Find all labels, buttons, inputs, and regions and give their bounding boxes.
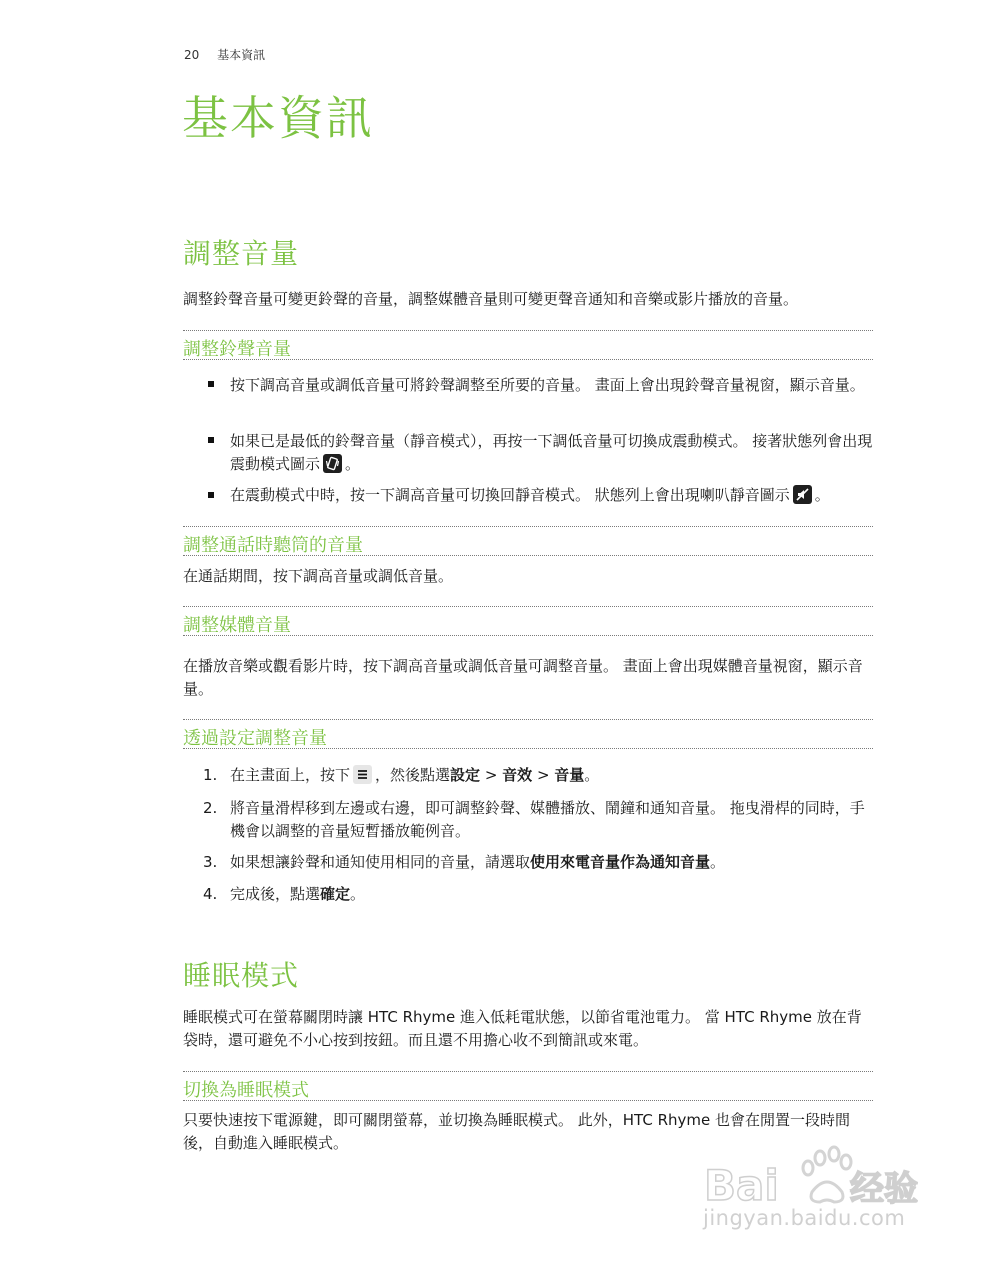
section-heading-sleep: 睡眠模式 bbox=[183, 959, 300, 992]
divider bbox=[183, 359, 873, 360]
step-text: 。 bbox=[584, 766, 600, 784]
menu-key-icon bbox=[353, 765, 372, 784]
subheading-media: 調整媒體音量 bbox=[183, 615, 291, 636]
volume-intro: 調整鈴聲音量可變更鈴聲的音量，調整媒體音量則可變更聲音通知和音樂或影片播放的音量。 bbox=[183, 290, 799, 308]
running-header-section: 基本資訊 bbox=[217, 48, 266, 62]
step-bold: 使用來電音量作為通知音量 bbox=[530, 853, 711, 871]
step-text: 如果想讓鈴聲和通知使用相同的音量，請選取 bbox=[230, 853, 531, 871]
step-separator: > bbox=[480, 766, 503, 784]
step-text: 在主畫面上，按下 bbox=[230, 766, 351, 784]
vibrate-mode-icon bbox=[323, 454, 342, 473]
divider bbox=[183, 719, 873, 720]
subheading-ringer: 調整鈴聲音量 bbox=[183, 339, 291, 360]
step-item: 將音量滑桿移到左邊或右邊，即可調整鈴聲、媒體播放、鬧鐘和通知音量。 拖曳滑桿的同時，手機會以調整的音量短暫播放範例音。 bbox=[230, 799, 865, 840]
step-text: ，然後點選 bbox=[375, 766, 451, 784]
step-bold: 設定 bbox=[450, 766, 481, 784]
bullet-marker bbox=[208, 437, 214, 443]
subheading-sleep-switch: 切換為睡眠模式 bbox=[183, 1080, 309, 1101]
step-bold: 音量 bbox=[554, 766, 585, 784]
list-item: 按下調高音量或調低音量可將鈴聲調整至所要的音量。 畫面上會出現鈴聲音量視窗，顯示音量。 bbox=[230, 376, 865, 394]
step-bold: 確定 bbox=[320, 885, 351, 903]
list-item-text: 在震動模式中時，按一下調高音量可切換回靜音模式。 狀態列上會出現喇叭靜音圖示 bbox=[230, 486, 790, 504]
step-text: 完成後，點選 bbox=[230, 885, 321, 903]
step-bold: 音效 bbox=[502, 766, 533, 784]
bullet-marker bbox=[208, 381, 214, 387]
list-item bbox=[230, 430, 875, 476]
divider bbox=[183, 1071, 873, 1072]
step-number: 2. bbox=[203, 799, 218, 817]
divider bbox=[183, 555, 873, 556]
bullet-marker bbox=[208, 492, 214, 498]
speaker-mute-icon bbox=[793, 485, 812, 504]
step-item bbox=[230, 764, 875, 787]
watermark-brand-right: 经验 bbox=[850, 1169, 918, 1209]
step-text: 。 bbox=[350, 885, 366, 903]
step-number: 1. bbox=[203, 766, 218, 784]
divider bbox=[183, 635, 873, 636]
chapter-title: 基本資訊 bbox=[182, 91, 374, 145]
divider bbox=[183, 526, 873, 527]
sleep-switch-text: 只要快速按下電源鍵，即可關閉螢幕，並切換為睡眠模式。 此外，HTC Rhyme 也會在閒置一段時間後，自動進入睡眠模式。 bbox=[183, 1111, 850, 1152]
earpiece-text: 在通話期間，按下調高音量或調低音量。 bbox=[183, 567, 454, 585]
step-separator: > bbox=[532, 766, 555, 784]
step-number: 3. bbox=[203, 853, 218, 871]
list-item-text: 如果已是最低的鈴聲音量（靜音模式），再按一下調低音量可切換成震動模式。 接著狀態列會出現震動模式圖示 bbox=[230, 432, 873, 473]
divider bbox=[183, 748, 873, 749]
subheading-settings: 透過設定調整音量 bbox=[183, 728, 327, 749]
baidu-watermark-logo bbox=[700, 1140, 940, 1250]
list-item-end: 。 bbox=[814, 486, 830, 504]
list-item bbox=[230, 484, 875, 507]
media-text: 在播放音樂或觀看影片時，按下調高音量或調低音量可調整音量。 畫面上會出現媒體音量視窗，顯示音量。 bbox=[183, 657, 863, 698]
running-header bbox=[184, 46, 265, 63]
sleep-intro: 睡眠模式可在螢幕關閉時讓 HTC Rhyme 進入低耗電狀態，以節省電池電力。 當 HTC Rhyme 放在背袋時，還可避免不小心按到按鈕。而且還不用擔心收不到簡訊或來電。 bbox=[183, 1008, 862, 1049]
step-item bbox=[230, 883, 875, 906]
divider bbox=[183, 1100, 873, 1101]
list-item-end: 。 bbox=[345, 455, 361, 473]
page-number: 20 bbox=[184, 48, 200, 62]
step-number: 4. bbox=[203, 885, 218, 903]
divider bbox=[183, 330, 873, 331]
section-heading-volume: 調整音量 bbox=[183, 237, 300, 270]
subheading-earpiece: 調整通話時聽筒的音量 bbox=[183, 535, 363, 556]
watermark-url: jingyan.baidu.com bbox=[703, 1206, 906, 1230]
divider bbox=[183, 606, 873, 607]
step-item bbox=[230, 851, 875, 874]
watermark-brand-left: Bai bbox=[704, 1161, 779, 1210]
step-text: 。 bbox=[710, 853, 726, 871]
